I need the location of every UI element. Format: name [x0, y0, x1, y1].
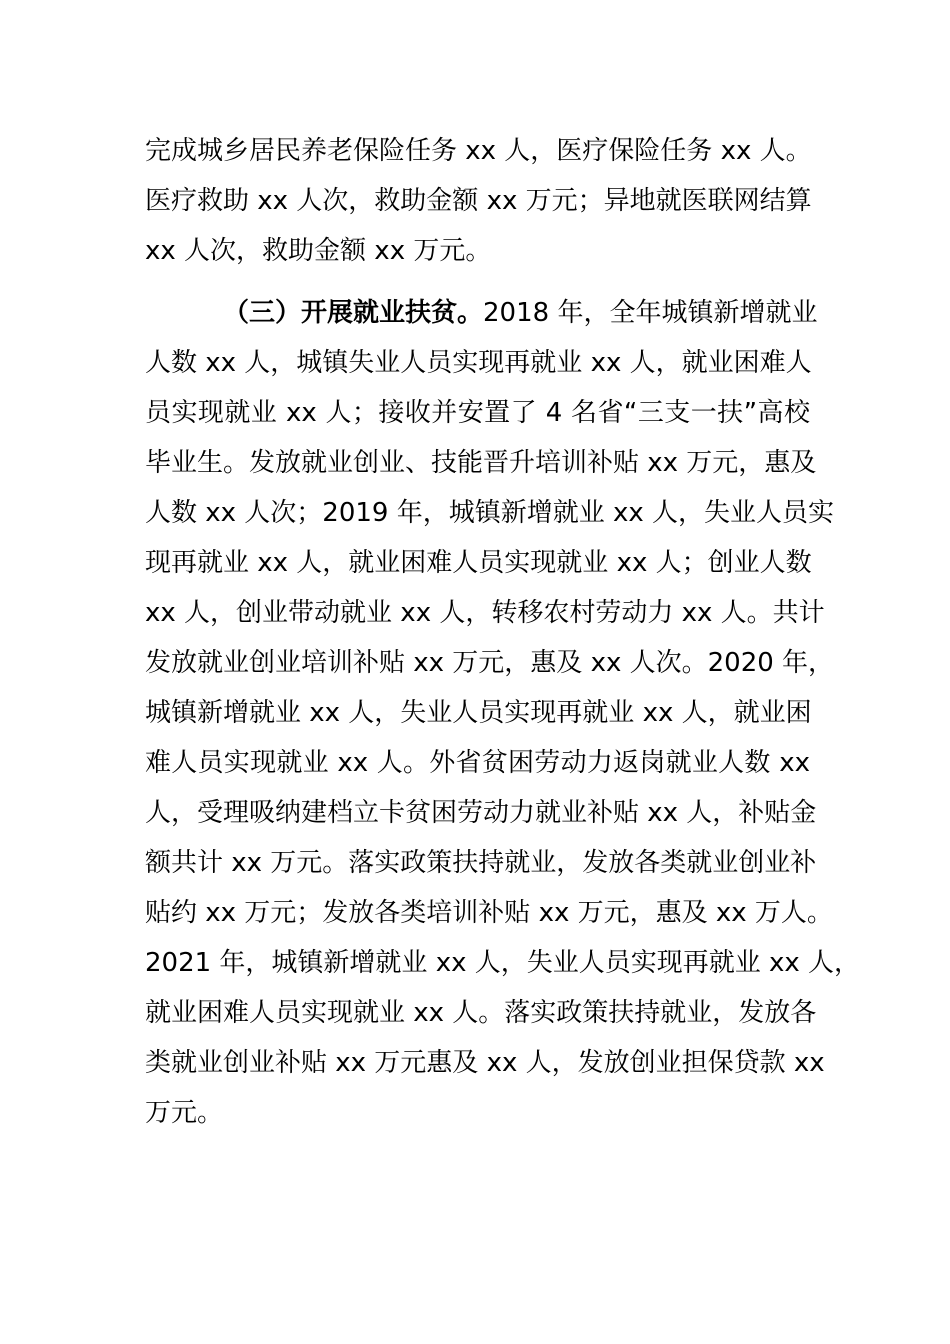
text-line: xx 人次，救助金额 xx 万元。 — [145, 236, 492, 266]
text-line: 就业困难人员实现就业 xx 人。落实政策扶持就业，发放各 — [145, 998, 817, 1028]
text-line: 现再就业 xx 人，就业困难人员实现就业 xx 人；创业人数 — [145, 548, 812, 578]
text-line: 毕业生。发放就业创业、技能晋升培训补贴 xx 万元，惠及 — [145, 448, 817, 478]
paragraph-first-line — [145, 288, 818, 338]
section-heading: （三）开展就业扶贫。 — [223, 298, 484, 328]
text-line: 发放就业创业培训补贴 xx 万元，惠及 xx 人次。2020 年， — [145, 648, 835, 678]
text-line: 万元。 — [145, 1098, 224, 1128]
text-line: 2021 年，城镇新增就业 xx 人，失业人员实现再就业 xx 人， — [145, 948, 861, 978]
paragraph-employment — [145, 288, 861, 1138]
text-line: 贴约 xx 万元；发放各类培训补贴 xx 万元，惠及 xx 万人。 — [145, 898, 833, 928]
text-line: 人数 xx 人，城镇失业人员实现再就业 xx 人，就业困难人 — [145, 348, 812, 378]
text-line: 完成城乡居民养老保险任务 xx 人，医疗保险任务 xx 人。 — [145, 136, 812, 166]
text-line: xx 人，创业带动就业 xx 人，转移农村劳动力 xx 人。共计 — [145, 598, 825, 628]
text-line: 医疗救助 xx 人次，救助金额 xx 万元；异地就医联网结算 — [145, 186, 812, 216]
text-line: 额共计 xx 万元。落实政策扶持就业，发放各类就业创业补 — [145, 848, 817, 878]
text-line: 城镇新增就业 xx 人，失业人员实现再就业 xx 人，就业困 — [145, 698, 812, 728]
text-line: 难人员实现就业 xx 人。外省贫困劳动力返岗就业人数 xx — [145, 748, 810, 778]
paragraph-insurance — [145, 126, 810, 276]
text-run: 2018 年，全年城镇新增就业 — [483, 298, 818, 328]
text-line: 员实现就业 xx 人；接收并安置了 4 名省“三支一扶”高校 — [145, 398, 810, 428]
text-line: 人数 xx 人次；2019 年，城镇新增就业 xx 人，失业人员实 — [145, 498, 835, 528]
text-line: 类就业创业补贴 xx 万元惠及 xx 人，发放创业担保贷款 xx — [145, 1048, 825, 1078]
text-line: 人，受理吸纳建档立卡贫困劳动力就业补贴 xx 人，补贴金 — [145, 798, 817, 828]
